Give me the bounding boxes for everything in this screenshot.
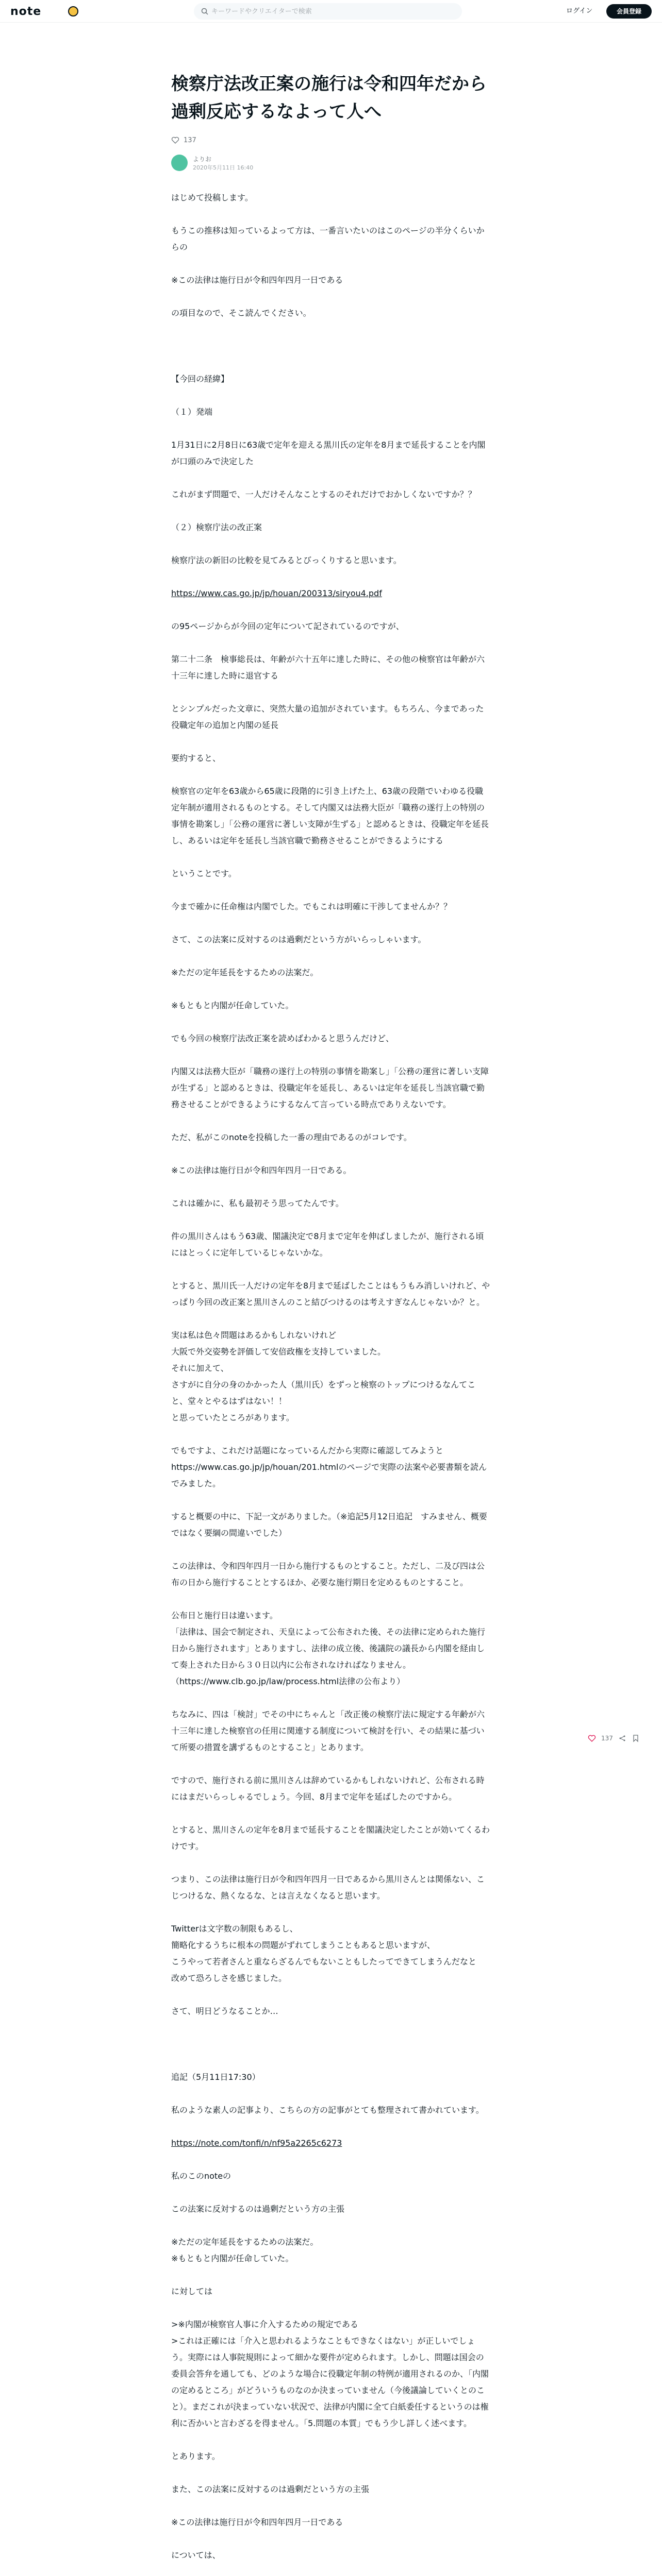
article-paragraph: >※内閣が検察官人事に介入するための規定である >これは正確には「介入と思われるようなこともできなくはない」が正しいでしょう。実際には人事院規則によって細かな要件が定められます。しかし、問題は国会の委員会答弁を通しても、どのような場合に役職定年制の特例が適用されるのか、「内閣の定めるところ」がどういうものなのか決まっていません（今後議論していくとのこと）。まだこれが決まっていない状況で、法律が内閣に全て白紙委任するというのは権利に否かいと言わざるを得ません。「5.問題の本質」でもう少し詳しく述べます。 (171, 2319, 489, 2428)
article-paragraph (171, 338, 491, 354)
search-input[interactable] (211, 3, 454, 20)
article-paragraph: この法律は、令和四年四月一日から施行するものとすること。ただし、二及び四は公布の日から施行することとするほか、必要な施行期日を定めるものとすること。 (171, 1561, 485, 1587)
article-link[interactable]: https://note.com/tonfi/n/nf95a2265c6273 (171, 2138, 342, 2148)
article-paragraph: （２）検察庁法の改正案 (171, 522, 262, 532)
article-paragraph: つまり、この法律は施行日が令和四年四月一日であるから黒川さんとは関係ない、こじつけるな、熱くなるな、とは言えなくなると思います。 (171, 1874, 485, 1901)
like-row (171, 135, 491, 145)
article-paragraph (171, 585, 491, 602)
post-date: 2020年5月11日 16:40 (193, 164, 254, 171)
article-paragraph: 私のような素人の記事より、こちらの方の記事がとても整理されて書かれています。 (171, 2105, 484, 2115)
article-paragraph: 件の黒川さんはもう63歳、閣議決定で8月まで定年を伸ばしましたが、施行される頃にはとっくに定年しているじゃないかな。 (171, 1231, 484, 1258)
article-body (171, 190, 491, 2576)
login-button[interactable]: ログイン (566, 7, 593, 15)
article-paragraph: 検察庁法の新旧の比較を見てみるとびっくりすると思います。 (171, 555, 402, 565)
article-paragraph: ということです。 (171, 869, 237, 878)
article-paragraph: これがまず問題で、一人だけそんなことするのそれだけでおかしくないですか？？ (171, 489, 476, 499)
article-link[interactable]: https://www.cas.go.jp/jp/houan/200313/siryou4.pdf (171, 588, 382, 598)
logo-badge-icon (68, 6, 78, 16)
search-bar[interactable] (194, 3, 462, 20)
like-count: 137 (184, 136, 196, 144)
article-paragraph: 実は私は色々問題はあるかもしれないけれど 大阪で外交姿勢を評価して安倍政権を支持していました。 それに加えて、 さすがに自分の身のかかった人（黒川氏）をずっと検察のトップにつけるなんてこと、堂々とやるはずはない！！ と思っていたところがあります。 (171, 1330, 476, 1422)
author-name[interactable]: よりお (193, 156, 212, 163)
article-paragraph: 【今回の経緯】 (171, 374, 229, 384)
article-paragraph: もうこの推移は知っているよって方は、一番言いたいのはこのページの半分くらいからの (171, 226, 485, 252)
article-paragraph: 第二十二条 検事総長は、年齢が六十五年に達した時に、その他の検察官は年齢が六十三年に達した時に退官する (171, 654, 485, 681)
article-paragraph: ※この法律は施行日が令和四年四月一日である。 (171, 1165, 352, 1175)
article-paragraph: 検察官の定年を63歳から65歳に段階的に引き上げた上、63歳の段階でいわゆる役職定年制が適用されるものとする。そして内閣又は法務大臣が「職務の遂行上の特別の事情を勘案し」「公務の運営に著しい支障が生ずる」と認めるときは、役職定年を延長し、あるいは定年を延長し当該官職で勤務させることができるようにする (171, 786, 489, 845)
like-heart-icon[interactable] (588, 1734, 596, 1742)
article-paragraph: ※ただの定年延長をするための法案だ。 ※もともと内閣が任命していた。 (171, 2237, 319, 2263)
article-paragraph: （１）発端 (171, 407, 213, 417)
bookmark-icon[interactable] (632, 1734, 640, 1742)
article (171, 70, 491, 2576)
article-paragraph: とシンプルだった文章に、突然大量の追加がされています。もちろん、今まであった役職定年の追加と内閣の延長 (171, 704, 484, 730)
article-paragraph: ※もともと内閣が任命していた。 (171, 1001, 294, 1010)
author-block[interactable] (171, 154, 491, 174)
share-icon[interactable] (618, 1734, 626, 1742)
article-paragraph: ただ、私がこのnoteを投稿した一番の理由であるのがコレです。 (171, 1132, 412, 1142)
article-paragraph: これは確かに、私も最初そう思ってたんです。 (171, 1198, 344, 1208)
article-paragraph: でもですよ、これだけ話題になっているんだから実際に確認してみようと https://www.cas.go.jp/jp/houan/201.htmlのページで実際の法案や必要書類を読んでみました。 (171, 1446, 487, 1488)
search-icon (201, 8, 208, 15)
article-paragraph: Twitterは文字数の制限もあるし、 簡略化するうちに根本の問題がずれてしまうこともあると思いますが、 こうやって若者さんと重ならざるんでもないこともしたってできてしまうんだなと 改めて恐ろしさを感じました。 (171, 1924, 477, 1983)
article-paragraph: ですので、施行される前に黒川さんは辞めているかもしれないけれど、公布される時にはまだいらっしゃるでしょう。今回、8月まで定年を延ばしたのですから。 (171, 1775, 485, 1802)
article-paragraph: に対しては (171, 2286, 213, 2296)
article-paragraph: ちなみに、四は「検討」でその中にちゃんと「改正後の検察庁法に規定する年齢が六十三年に達した検察官の任用に関連する制度について検討を行い、その結果に基づいて所要の措置を講ずるものとすること」とあります。 (171, 1709, 485, 1752)
article-paragraph: ※この法律は施行日が令和四年四月一日である (171, 2517, 343, 2527)
article-paragraph: 1月31日に2月8日に63歳で定年を迎える黒川氏の定年を8月まで延長することを内閣が口頭のみで決定した (171, 440, 486, 466)
note-logo[interactable]: note (10, 5, 42, 18)
article-paragraph (171, 2135, 491, 2151)
article-paragraph: でも今回の検察庁法改正案を読めばわかると思うんだけど、 (171, 1033, 394, 1043)
site-header (0, 0, 662, 23)
article-paragraph: とすると、黒川さんの定年を8月まで延長することを閣議決定したことが効いてくるわけです。 (171, 1825, 490, 1851)
article-paragraph: 今まで確かに任命権は内閣でした。でもこれは明確に干渉してませんか？？ (171, 902, 452, 911)
article-paragraph: ※ただの定年延長をするための法案だ。 (171, 968, 319, 977)
article-paragraph: また、この法案に反対するのは過剰だという方の主張 (171, 2484, 370, 2494)
heart-icon[interactable] (171, 136, 179, 144)
side-actions (588, 1731, 650, 1745)
article-paragraph: ※この法律は施行日が令和四年四月一日である (171, 275, 343, 285)
article-paragraph: はじめて投稿します。 (171, 193, 253, 202)
article-paragraph: 私のこのnoteの (171, 2171, 231, 2181)
article-paragraph (171, 2036, 491, 2053)
article-title: 検察庁法改正案の施行は令和四年だから過剰反応するなよって人へ (171, 74, 487, 122)
article-paragraph: さて、明日どうなることか… (171, 2006, 278, 2016)
signup-button[interactable]: 会員登録 (606, 4, 652, 19)
article-paragraph: すると概要の中に、下記一文がありました。（※追記5月12日追記 すみません、概要ではなく要綱の間違いでした） (171, 1512, 487, 1538)
article-paragraph: さて、この法案に反対するのは過剰だという方がいらっしゃいます。 (171, 935, 426, 944)
article-paragraph: 公布日と施行日は違います。 「法律は、国会で制定され、天皇によって公布された後、その法律に定められた施行日から施行されます」とありますし、法律の成立後、後議院の議長から内閣を経由して奏上された日から３０日以内に公布されなければなりません。 （https://www.clb.go.jp/law/process.html法律の公布より） (171, 1611, 485, 1686)
article-paragraph: とあります。 (171, 2451, 220, 2461)
avatar[interactable] (171, 155, 188, 171)
article-paragraph: 内閣又は法務大臣が「職務の遂行上の特別の事情を勘案し」「公務の運営に著しい支障が生ずる」と認めるときは、役職定年を延長し、あるいは定年を延長し当該官職で勤務させることができるようにするなんて言っている時点でありえないです。 (171, 1066, 489, 1109)
side-like-count: 137 (601, 1735, 613, 1742)
article-paragraph: 要約すると、 (171, 753, 221, 763)
article-paragraph: とすると、黒川氏一人だけの定年を8月まで延ばしたことはもうもみ消しいけれど、やっぱり今回の改正案と黒川さんのこと結びつけるのは考えすぎなんじゃないか？と。 (171, 1281, 490, 1307)
article-paragraph: この法案に反対するのは過剰だという方の主張 (171, 2204, 345, 2214)
article-paragraph: の項目なので、そこ読んでください。 (171, 308, 311, 318)
article-paragraph: の95ページからが今回の定年について記されているのですが、 (171, 621, 404, 631)
article-paragraph: 追記（5月11日17:30） (171, 2072, 260, 2082)
article-paragraph: については、 (171, 2550, 221, 2560)
